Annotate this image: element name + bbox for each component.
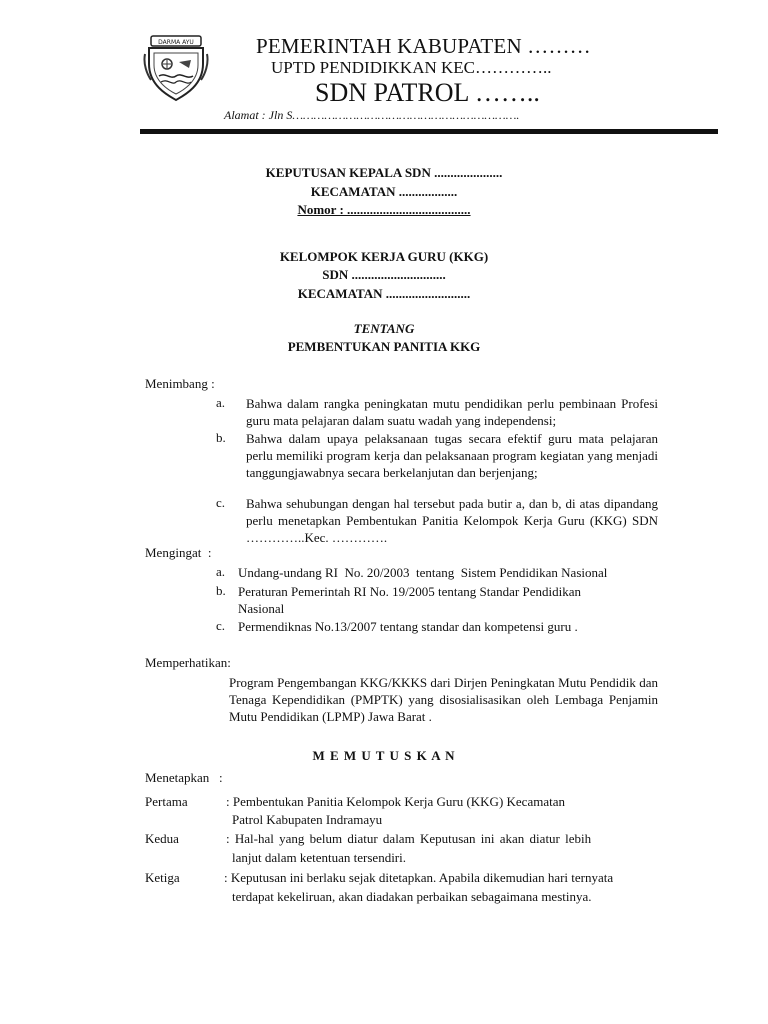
- memperhatikan-label: Memperhatikan:: [145, 655, 231, 670]
- memutuskan-heading: M E M U T U S K A N: [312, 748, 456, 763]
- district-emblem: [143, 34, 209, 102]
- decision-text-ketiga-2: terdapat kekeliruan, akan diadakan perbaikan sebagaimana mestinya.: [232, 889, 592, 904]
- memperhatikan-text: Program Pengembangan KKG/KKKS dari Dirjen Peningkatan Mutu Pendidik dan Tenaga Kependidikan (PMPTK) yang disosialisasikan oleh Lembaga Penjamin Mutu Pendidikan (LPMP) Jawa Barat .: [229, 675, 658, 724]
- menimbang-marker-a: a.: [216, 395, 226, 410]
- decision-label-ketiga: Ketiga: [145, 870, 180, 885]
- emblem-text: DARMA AYU: [158, 39, 194, 46]
- decision-text-pertama-1: : Pembentukan Panitia Kelompok Kerja Guru (KKG) Kecamatan: [226, 794, 565, 809]
- decision-label-kedua: Kedua: [145, 831, 179, 846]
- mengingat-item-a: Undang-undang RI No. 20/2003 tentang Sistem Pendidikan Nasional: [238, 565, 608, 580]
- decree-number: Nomor : ......................................: [297, 202, 471, 217]
- decision-text-kedua-1: : Hal-hal yang belum diatur dalam Keputusan ini akan diatur lebih: [226, 831, 592, 846]
- mengingat-marker-b: b.: [216, 583, 226, 598]
- menimbang-item-b: Bahwa dalam upaya pelaksanaan tugas secara efektif guru mata pelajaran perlu memiliki program kerja dan pelaksanaan program kegiatan yang menjadi tanggungjawabnya secara berkelanjutan dan berjenjang;: [246, 431, 658, 480]
- tentang-subject: PEMBENTUKAN PANITIA KKG: [287, 339, 481, 354]
- kkg-title: KELOMPOK KERJA GURU (KKG): [279, 249, 489, 264]
- mengingat-marker-c: c.: [216, 618, 226, 633]
- decision-text-ketiga-1: : Keputusan ini berlaku sejak ditetapkan. Apabila dikemudian hari ternyata: [224, 870, 614, 885]
- mengingat-label: Mengingat :: [145, 545, 212, 560]
- kkg-district: KECAMATAN ..........................: [297, 286, 471, 301]
- mengingat-marker-a: a.: [216, 564, 226, 579]
- decision-text-kedua-2: lanjut dalam ketentuan tersendiri.: [232, 850, 406, 865]
- decree-district: KECAMATAN ..................: [310, 184, 458, 199]
- mengingat-item-b: Peraturan Pemerintah RI No. 19/2005 tentang Standar Pendidikan Nasional: [238, 584, 581, 616]
- menimbang-item-a: Bahwa dalam rangka peningkatan mutu pendidikan perlu pembinaan Profesi guru mata pelajaran dalam suatu wadah yang independensi;: [246, 396, 658, 428]
- tentang-label: TENTANG: [353, 321, 415, 336]
- kkg-school: SDN .............................: [322, 267, 446, 282]
- decision-label-pertama: Pertama: [145, 794, 188, 809]
- menimbang-label: Menimbang :: [145, 376, 215, 391]
- mengingat-item-c: Permendiknas No.13/2007 tentang standar dan kompetensi guru .: [238, 619, 578, 634]
- header-address: Alamat : Jln S……………………………………………………….: [224, 108, 520, 122]
- menetapkan-label: Menetapkan :: [145, 770, 223, 785]
- menimbang-marker-c: c.: [216, 495, 226, 510]
- header-government: PEMERINTAH KABUPATEN ………: [256, 34, 591, 58]
- header-uptd: UPTD PENDIDIKKAN KEC…………..: [271, 58, 552, 77]
- header-divider: [140, 129, 718, 134]
- decision-text-pertama-2: Patrol Kabupaten Indramayu: [232, 812, 383, 827]
- menimbang-marker-b: b.: [216, 430, 226, 445]
- decree-title: KEPUTUSAN KEPALA SDN .....................: [265, 165, 503, 180]
- header-school-name: SDN PATROL ……..: [315, 78, 540, 107]
- menimbang-item-c: Bahwa sehubungan dengan hal tersebut pada butir a, dan b, di atas dipandang perlu menetapkan Pembentukan Panitia Kelompok Kerja Guru (KKG) SDN …………..Kec. ………….: [246, 496, 658, 545]
